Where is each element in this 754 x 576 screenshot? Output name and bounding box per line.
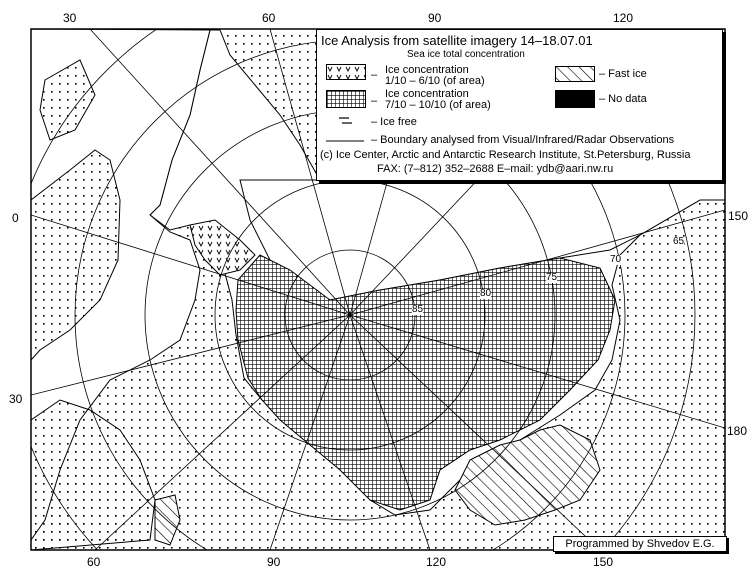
lon-label-left-30: 30 <box>9 392 23 406</box>
legend-item-1-dash: – <box>371 69 378 81</box>
lat-label-85: 85 <box>412 304 424 315</box>
legend-box <box>316 29 723 181</box>
swatch-ice-7-10 <box>326 90 366 108</box>
legend-no-data: – No data <box>599 93 647 105</box>
lat-label-80: 80 <box>480 288 492 299</box>
lon-label-bottom-120: 120 <box>426 555 447 569</box>
programmer-credit: Programmed by Shvedov E.G. <box>553 536 727 552</box>
lon-label-bottom-150: 150 <box>593 555 614 569</box>
lon-label-top-60: 60 <box>262 11 276 25</box>
lon-label-top-120: 120 <box>613 11 634 25</box>
lat-label-75: 75 <box>546 272 558 283</box>
legend-item-2-line1: Ice concentration <box>385 88 469 100</box>
lat-label-65: 65 <box>673 236 685 247</box>
lon-label-left-0: 0 <box>12 211 19 225</box>
lon-label-top-90: 90 <box>428 11 442 25</box>
legend-item-2-dash: – <box>371 95 378 107</box>
legend-boundary: – Boundary analysed from Visual/Infrared/Radar Observations <box>371 134 675 146</box>
legend-subtitle: Sea ice total concentration <box>407 49 525 60</box>
legend-fast-ice: – Fast ice <box>599 68 647 80</box>
lon-label-right-150: 150 <box>728 209 749 223</box>
lon-label-bottom-90: 90 <box>267 555 281 569</box>
legend-credit-line2: FAX: (7–812) 352–2688 E–mail: ydb@aari.nw.ru <box>377 163 614 175</box>
boundary-line-symbol <box>326 138 366 144</box>
legend-item-1-line1: Ice concentration <box>385 64 469 76</box>
swatch-fast-ice <box>555 66 595 82</box>
legend-credit-line1: (c) Ice Center, Arctic and Antarctic Research Institute, St.Petersburg, Russia <box>320 149 691 161</box>
legend-item-2-line2: 7/10 – 10/10 (of area) <box>385 99 491 111</box>
lon-label-bottom-60: 60 <box>87 555 101 569</box>
lon-label-top-30: 30 <box>63 11 77 25</box>
lat-label-70: 70 <box>610 254 622 265</box>
swatch-no-data <box>555 90 595 108</box>
legend-ice-free: – Ice free <box>371 116 417 128</box>
swatch-ice-1-6 <box>326 64 366 80</box>
legend-item-1-line2: 1/10 – 6/10 (of area) <box>385 75 485 87</box>
ice-free-symbol <box>339 116 353 126</box>
legend-title: Ice Analysis from satellite imagery 14–18.07.01 <box>321 33 593 48</box>
lon-label-right-180: 180 <box>727 424 748 438</box>
